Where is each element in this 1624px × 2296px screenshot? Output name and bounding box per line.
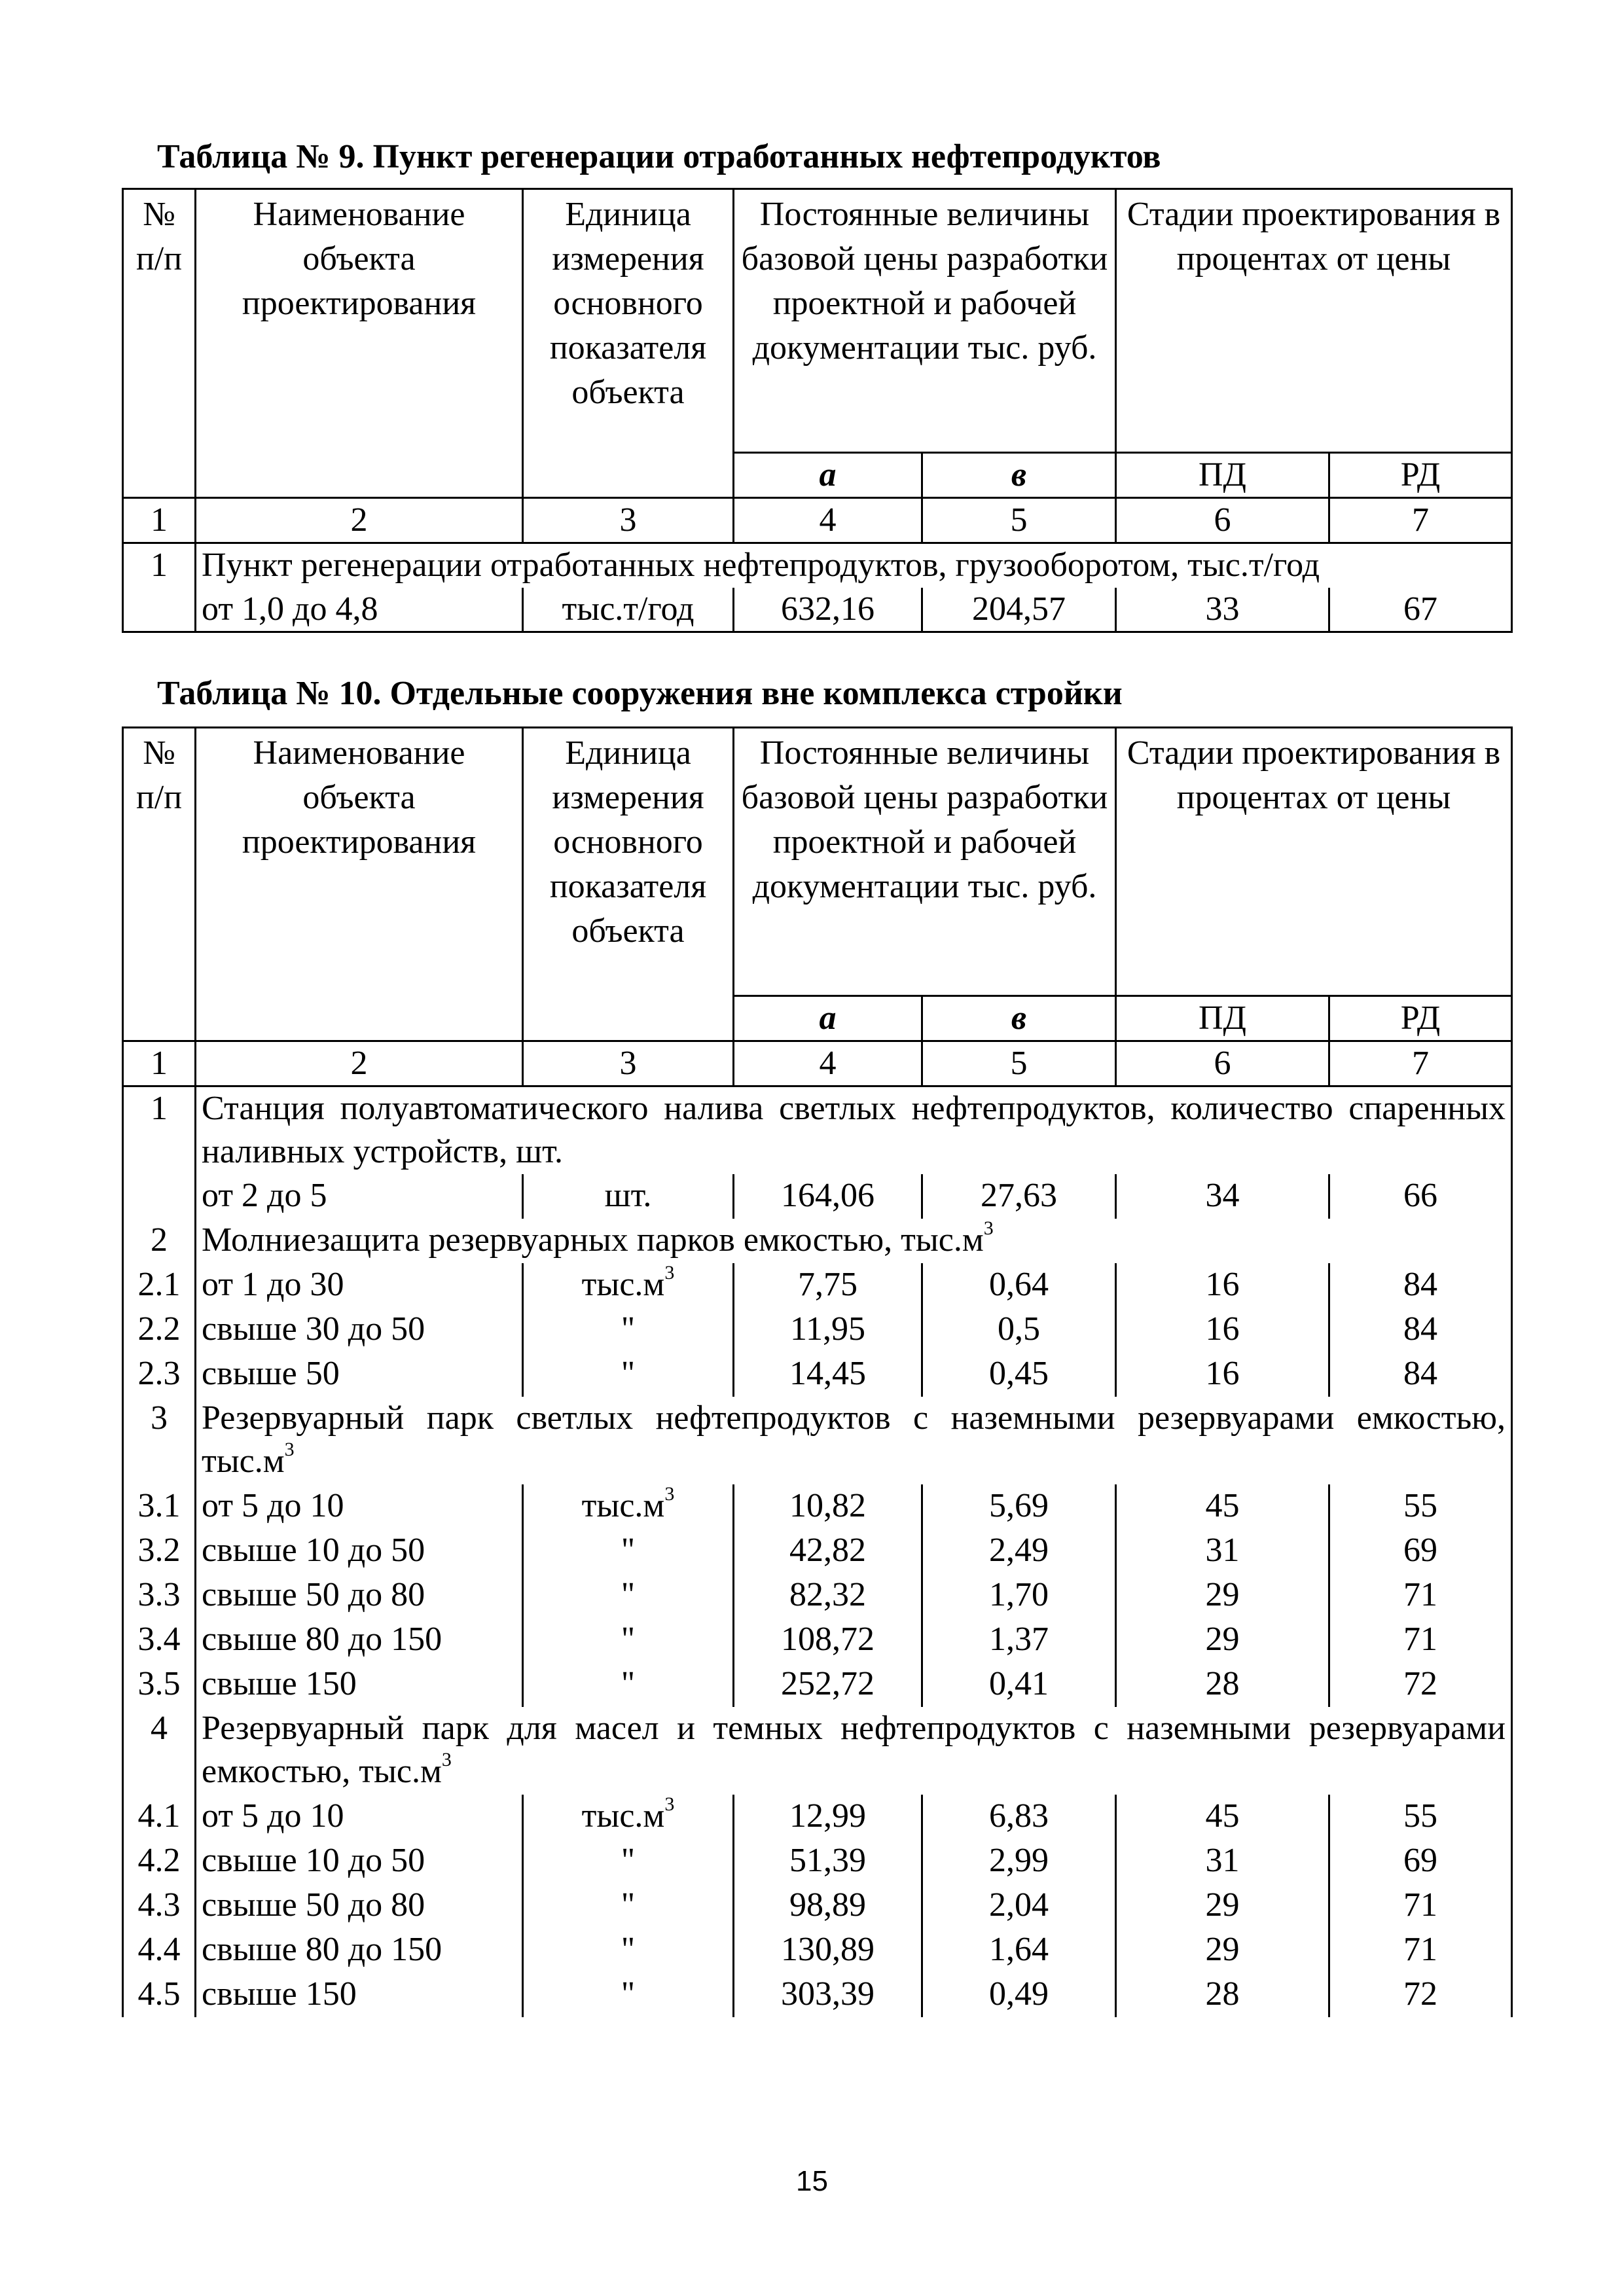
row-unit: "	[523, 1839, 734, 1884]
column-numbers-row	[123, 498, 1512, 543]
row-unit: $тыс.м^3$	[523, 1263, 734, 1308]
row-pd: 29	[1116, 1573, 1329, 1618]
row-pd: 33	[1116, 588, 1329, 632]
row-unit: "	[523, 1529, 734, 1573]
header-stages: Стадии проектирования в процентах от цены	[1116, 189, 1512, 453]
header-name: Наименование объекта проектирования	[196, 189, 523, 498]
table-row	[123, 1618, 1512, 1662]
row-b: 1,64	[922, 1928, 1116, 1973]
col-number: 7	[1329, 1041, 1512, 1086]
row-name: свыше 50 до 80	[196, 1884, 523, 1928]
row-a: 7,75	[734, 1263, 922, 1308]
section-row	[123, 1219, 1512, 1263]
row-num: 4.5	[123, 1973, 196, 2017]
row-num: 4.2	[123, 1839, 196, 1884]
table-row	[123, 1839, 1512, 1884]
table-10	[122, 726, 1513, 2017]
table-row	[123, 1573, 1512, 1618]
row-b: 1,37	[922, 1618, 1116, 1662]
header-b: в	[922, 453, 1116, 498]
row-a: 632,16	[734, 588, 922, 632]
row-rd: 71	[1329, 1928, 1512, 1973]
header-price: Постоянные величины базовой цены разработки проектной и рабочей документации тыс. руб.	[734, 728, 1116, 996]
table-row	[123, 1795, 1512, 1839]
row-unit: "	[523, 1352, 734, 1397]
row-pd: 45	[1116, 1484, 1329, 1529]
row-num: 3.3	[123, 1573, 196, 1618]
section-num: 3	[123, 1397, 196, 1484]
row-a: 82,32	[734, 1573, 922, 1618]
row-rd: 71	[1329, 1573, 1512, 1618]
header-unit: Единица измерения основного показателя объекта	[523, 189, 734, 498]
table-row	[123, 1662, 1512, 1707]
row-pd: 16	[1116, 1308, 1329, 1352]
section-text: Молниезащита резервуарных парков емкостью, $тыс.м^3$	[196, 1219, 1512, 1263]
row-name: свыше 10 до 50	[196, 1839, 523, 1884]
header-rd: РД	[1329, 453, 1512, 498]
row-unit: "	[523, 1573, 734, 1618]
row-rd: 69	[1329, 1839, 1512, 1884]
row-a: 252,72	[734, 1662, 922, 1707]
row-b: 0,45	[922, 1352, 1116, 1397]
col-number: 3	[523, 1041, 734, 1086]
row-b: 1,70	[922, 1573, 1116, 1618]
row-num: 4.4	[123, 1928, 196, 1973]
row-b: 27,63	[922, 1174, 1116, 1219]
row-num: 3.1	[123, 1484, 196, 1529]
row-num	[123, 588, 196, 632]
row-rd: 66	[1329, 1174, 1512, 1219]
table-row	[123, 1928, 1512, 1973]
row-a: 108,72	[734, 1618, 922, 1662]
table-9	[122, 188, 1513, 633]
header-pd: ПД	[1116, 453, 1329, 498]
header-rd: РД	[1329, 996, 1512, 1041]
row-a: 303,39	[734, 1973, 922, 2017]
row-rd: 84	[1329, 1352, 1512, 1397]
header-a: а	[734, 453, 922, 498]
row-unit: "	[523, 1884, 734, 1928]
section-num: 4	[123, 1707, 196, 1795]
section-row	[123, 1086, 1512, 1174]
section-text: Пункт регенерации отработанных нефтепродуктов, грузооборотом, тыс.т/год	[196, 543, 1512, 588]
row-a: 164,06	[734, 1174, 922, 1219]
row-unit: "	[523, 1928, 734, 1973]
table-row	[123, 1174, 1512, 1219]
row-num: 3.5	[123, 1662, 196, 1707]
row-a: 98,89	[734, 1884, 922, 1928]
row-b: 204,57	[922, 588, 1116, 632]
col-number: 1	[123, 498, 196, 543]
row-num	[123, 1174, 196, 1219]
row-name: свыше 150	[196, 1973, 523, 2017]
header-b: в	[922, 996, 1116, 1041]
col-number: 6	[1116, 498, 1329, 543]
header-pd: ПД	[1116, 996, 1329, 1041]
header-name: Наименование объекта проектирования	[196, 728, 523, 1041]
row-pd: 34	[1116, 1174, 1329, 1219]
row-b: 0,5	[922, 1308, 1116, 1352]
section-text: Резервуарный парк светлых нефтепродуктов с наземными резервуарами емкостью, $тыс.м^3$	[196, 1397, 1512, 1484]
header-stages: Стадии проектирования в процентах от цены	[1116, 728, 1512, 996]
table-row	[123, 1529, 1512, 1573]
row-name: от 5 до 10	[196, 1795, 523, 1839]
row-unit: "	[523, 1973, 734, 2017]
section-num: 1	[123, 1086, 196, 1174]
row-num: 2.2	[123, 1308, 196, 1352]
row-num: 3.2	[123, 1529, 196, 1573]
row-rd: 71	[1329, 1884, 1512, 1928]
row-rd: 55	[1329, 1795, 1512, 1839]
column-numbers-row	[123, 1041, 1512, 1086]
row-pd: 31	[1116, 1839, 1329, 1884]
section-row	[123, 1707, 1512, 1795]
row-pd: 29	[1116, 1884, 1329, 1928]
row-unit: шт.	[523, 1174, 734, 1219]
row-rd: 67	[1329, 588, 1512, 632]
header-num: № п/п	[123, 728, 196, 1041]
row-a: 130,89	[734, 1928, 922, 1973]
row-b: 0,49	[922, 1973, 1116, 2017]
row-unit: "	[523, 1618, 734, 1662]
row-num: 4.1	[123, 1795, 196, 1839]
section-text: Резервуарный парк для масел и темных нефтепродуктов с наземными резервуарами емкостью, $тыс.м^3$	[196, 1707, 1512, 1795]
row-name: свыше 10 до 50	[196, 1529, 523, 1573]
row-rd: 72	[1329, 1973, 1512, 2017]
row-a: 11,95	[734, 1308, 922, 1352]
section-num: 1	[123, 543, 196, 588]
row-pd: 45	[1116, 1795, 1329, 1839]
section-row	[123, 1397, 1512, 1484]
row-b: 2,49	[922, 1529, 1116, 1573]
header-a: а	[734, 996, 922, 1041]
row-rd: 84	[1329, 1308, 1512, 1352]
section-num: 2	[123, 1219, 196, 1263]
table-9-title: Таблица № 9. Пункт регенерации отработанных нефтепродуктов	[157, 138, 1161, 175]
table-row	[123, 588, 1512, 632]
row-a: 51,39	[734, 1839, 922, 1884]
col-number: 2	[196, 1041, 523, 1086]
table-row	[123, 1884, 1512, 1928]
row-num: 2.3	[123, 1352, 196, 1397]
row-a: 10,82	[734, 1484, 922, 1529]
header-price: Постоянные величины базовой цены разработки проектной и рабочей документации тыс. руб.	[734, 189, 1116, 453]
row-name: свыше 50 до 80	[196, 1573, 523, 1618]
col-number: 4	[734, 1041, 922, 1086]
page-number: 15	[796, 2165, 828, 2197]
row-unit: $тыс.м^3$	[523, 1795, 734, 1839]
row-rd: 84	[1329, 1263, 1512, 1308]
row-pd: 29	[1116, 1928, 1329, 1973]
row-num: 3.4	[123, 1618, 196, 1662]
row-name: свыше 30 до 50	[196, 1308, 523, 1352]
table-row	[123, 1484, 1512, 1529]
row-unit: $тыс.м^3$	[523, 1484, 734, 1529]
row-rd: 72	[1329, 1662, 1512, 1707]
header-num: № п/п	[123, 189, 196, 498]
row-name: свыше 150	[196, 1662, 523, 1707]
row-name: свыше 80 до 150	[196, 1618, 523, 1662]
row-pd: 31	[1116, 1529, 1329, 1573]
row-a: 42,82	[734, 1529, 922, 1573]
col-number: 5	[922, 1041, 1116, 1086]
col-number: 7	[1329, 498, 1512, 543]
col-number: 1	[123, 1041, 196, 1086]
row-name: свыше 80 до 150	[196, 1928, 523, 1973]
col-number: 5	[922, 498, 1116, 543]
row-b: 2,04	[922, 1884, 1116, 1928]
header-unit: Единица измерения основного показателя объекта	[523, 728, 734, 1041]
section-row	[123, 543, 1512, 588]
col-number: 4	[734, 498, 922, 543]
row-rd: 55	[1329, 1484, 1512, 1529]
row-num: 2.1	[123, 1263, 196, 1308]
row-pd: 16	[1116, 1263, 1329, 1308]
row-b: 2,99	[922, 1839, 1116, 1884]
row-name: от 5 до 10	[196, 1484, 523, 1529]
table-row	[123, 1973, 1512, 2017]
row-b: 6,83	[922, 1795, 1116, 1839]
row-name: от 2 до 5	[196, 1174, 523, 1219]
row-b: 5,69	[922, 1484, 1116, 1529]
row-b: 0,41	[922, 1662, 1116, 1707]
col-number: 2	[196, 498, 523, 543]
row-pd: 28	[1116, 1662, 1329, 1707]
row-name: от 1,0 до 4,8	[196, 588, 523, 632]
section-text: Станция полуавтоматического налива светлых нефтепродуктов, количество спаренных наливных устройств, шт.	[196, 1086, 1512, 1174]
table-row	[123, 1352, 1512, 1397]
row-rd: 71	[1329, 1618, 1512, 1662]
row-a: 14,45	[734, 1352, 922, 1397]
table-row	[123, 1263, 1512, 1308]
row-b: 0,64	[922, 1263, 1116, 1308]
row-pd: 28	[1116, 1973, 1329, 2017]
table-row	[123, 1308, 1512, 1352]
row-num: 4.3	[123, 1884, 196, 1928]
row-name: от 1 до 30	[196, 1263, 523, 1308]
col-number: 3	[523, 498, 734, 543]
col-number: 6	[1116, 1041, 1329, 1086]
table-10-title: Таблица № 10. Отдельные сооружения вне комплекса стройки	[157, 675, 1123, 712]
row-a: 12,99	[734, 1795, 922, 1839]
row-pd: 29	[1116, 1618, 1329, 1662]
row-name: свыше 50	[196, 1352, 523, 1397]
row-unit: тыс.т/год	[523, 588, 734, 632]
row-unit: "	[523, 1662, 734, 1707]
row-pd: 16	[1116, 1352, 1329, 1397]
row-rd: 69	[1329, 1529, 1512, 1573]
row-unit: "	[523, 1308, 734, 1352]
